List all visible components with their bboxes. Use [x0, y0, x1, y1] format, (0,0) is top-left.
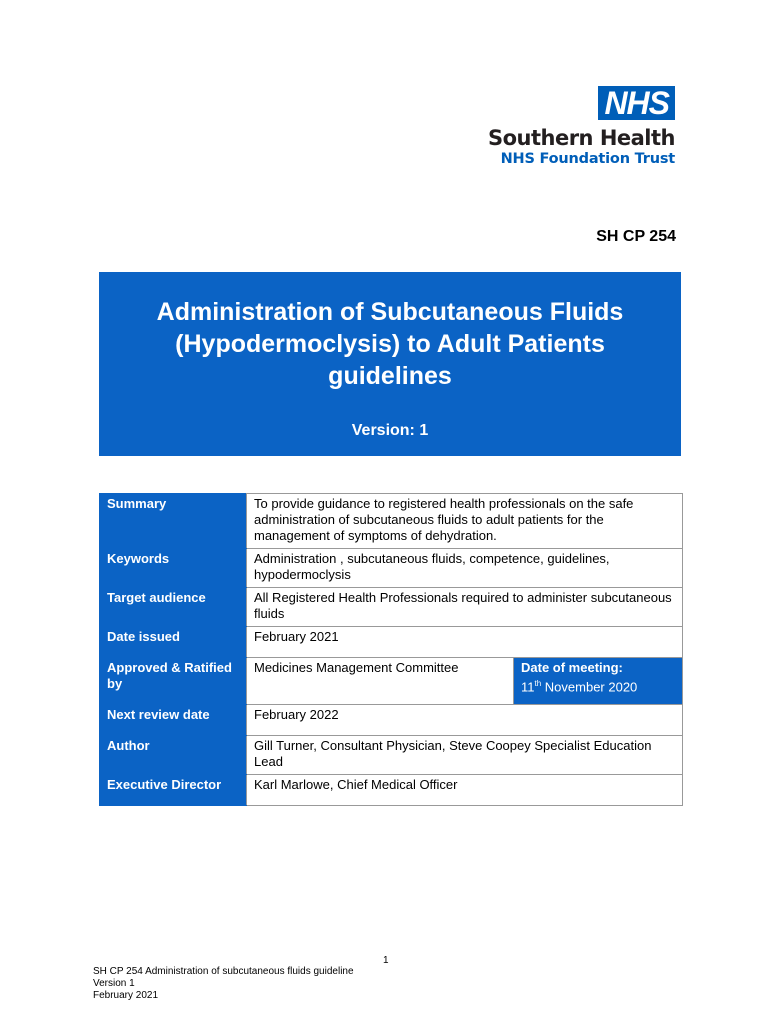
nhs-logo-mark: NHS [598, 86, 675, 120]
footer [93, 966, 354, 1002]
table-row [100, 494, 683, 549]
title-banner [99, 272, 681, 456]
audience-label: Target audience [100, 588, 247, 627]
table-row [100, 736, 683, 775]
executive-director-label: Executive Director [100, 775, 247, 806]
table-row [100, 658, 683, 705]
page-number: 1 [383, 955, 389, 966]
nhs-logo [485, 86, 675, 168]
meeting-date: 11th November 2020 [521, 679, 638, 695]
author-value: Gill Turner, Consultant Physician, Steve Coopey Specialist Education Lead [247, 736, 683, 775]
footer-line-1: SH CP 254 Administration of subcutaneous fluids guideline [93, 966, 354, 977]
date-issued-value: February 2021 [247, 627, 683, 658]
document-reference: SH CP 254 [596, 228, 676, 245]
keywords-value: Administration , subcutaneous fluids, competence, guidelines, hypodermoclysis [247, 549, 683, 588]
table-row [100, 588, 683, 627]
version-label: Version: 1 [351, 422, 429, 439]
org-subtitle: NHS Foundation Trust [500, 151, 675, 167]
author-label: Author [100, 736, 247, 775]
table-row [100, 775, 683, 806]
approved-value: Medicines Management Committee [247, 658, 514, 705]
summary-label: Summary [100, 494, 247, 549]
summary-value: To provide guidance to registered health professionals on the safe administration of subcutaneous fluids to adult patients for the management of symptoms of dehydration. [247, 494, 683, 549]
review-value: February 2022 [247, 705, 683, 736]
review-label: Next review date [100, 705, 247, 736]
document-title: Administration of Subcutaneous Fluids (Hypodermoclysis) to Adult Patients guidelines [156, 298, 624, 390]
audience-value: All Registered Health Professionals required to administer subcutaneous fluids [247, 588, 683, 627]
meeting-label: Date of meeting: [521, 660, 623, 675]
meeting-cell [514, 658, 683, 705]
executive-director-value: Karl Marlowe, Chief Medical Officer [247, 775, 683, 806]
table-row [100, 627, 683, 658]
document-info-table [99, 493, 683, 806]
footer-line-3: February 2021 [93, 990, 159, 1001]
table-row [100, 549, 683, 588]
table-row [100, 705, 683, 736]
org-name: Southern Health [487, 126, 675, 150]
keywords-label: Keywords [100, 549, 247, 588]
footer-line-2: Version 1 [93, 978, 135, 989]
approved-label: Approved & Ratified by [100, 658, 247, 705]
date-issued-label: Date issued [100, 627, 247, 658]
